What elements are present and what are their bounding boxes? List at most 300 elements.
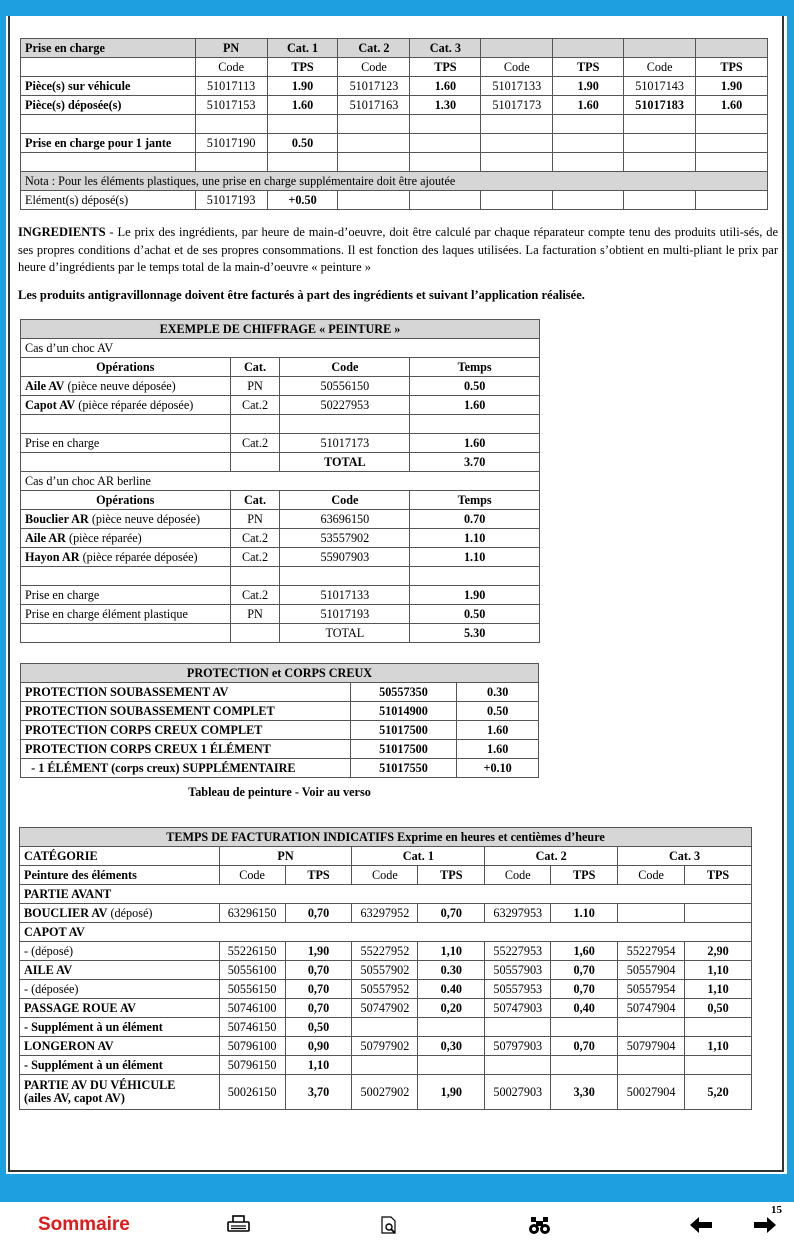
time-cell: 0.50 [457, 702, 539, 721]
table-row [21, 134, 768, 153]
case-title: Cas d’un choc AR berline [21, 472, 540, 491]
code-cell: 50027904 [618, 1075, 685, 1110]
table-subheader-row [21, 58, 768, 77]
operation-cell [21, 396, 231, 415]
operation-cell: Prise en charge [21, 586, 231, 605]
header-cell [553, 39, 624, 58]
operation-name: Hayon AR [25, 549, 80, 564]
table-row-empty [21, 567, 540, 586]
time-cell: 0.50 [410, 377, 540, 396]
code-cell: 51017133 [481, 77, 553, 96]
section-label: PARTIE AVANT [20, 885, 752, 904]
code-cell: 50027902 [352, 1075, 418, 1110]
row-label: PROTECTION SOUBASSEMENT AV [21, 683, 351, 702]
row-label-main: - (déposée) [24, 981, 79, 996]
total-value: 3.70 [410, 453, 540, 472]
tps-cell: 1.60 [696, 96, 768, 115]
tps-cell: 1,90 [285, 942, 352, 961]
row-label-main: AILE AV [24, 962, 73, 977]
time-cell: 0.70 [410, 510, 540, 529]
code-cell: 50746100 [219, 999, 285, 1018]
subheader-cell: TPS [418, 866, 485, 885]
operation-name: Capot AV [25, 397, 76, 412]
cat-cell: Cat.2 [230, 396, 280, 415]
code-cell: 51014900 [350, 702, 457, 721]
tps-cell: 1.90 [267, 77, 338, 96]
table-row-empty [21, 415, 540, 434]
find-page-icon[interactable] [378, 1214, 404, 1236]
category-header: Cat. 3 [618, 847, 752, 866]
subheader-cell: TPS [696, 58, 768, 77]
ingredients-paragraph [18, 224, 778, 277]
code-cell: 51017183 [624, 96, 696, 115]
code-cell [485, 1018, 551, 1037]
row-label-main: LONGERON AV [24, 1038, 114, 1053]
empty-cell [481, 115, 553, 134]
code-cell: 50227953 [280, 396, 410, 415]
tps-cell [551, 1018, 618, 1037]
table-title: TEMPS DE FACTURATION INDICATIFS Exprime en heures et centièmes d’heure [20, 828, 752, 847]
section-row [20, 923, 752, 942]
total-label: TOTAL [280, 453, 410, 472]
empty-cell [410, 134, 481, 153]
cat-cell: Cat.2 [230, 586, 280, 605]
category-header: Cat. 2 [485, 847, 618, 866]
code-cell: 63696150 [280, 510, 410, 529]
row-label-main: - Supplément à un élément [24, 1057, 163, 1072]
subheader-cell: Code [485, 866, 551, 885]
table-row [20, 1037, 752, 1056]
empty-cell [338, 115, 410, 134]
code-cell: 55907903 [280, 548, 410, 567]
table-row-empty [21, 153, 768, 172]
row-label [20, 1018, 220, 1037]
code-cell [618, 1018, 685, 1037]
time-cell: 0.50 [410, 605, 540, 624]
empty-cell [624, 134, 696, 153]
print-icon[interactable] [226, 1214, 252, 1236]
code-cell: 50556150 [219, 980, 285, 999]
code-cell: 63297953 [485, 904, 551, 923]
code-cell: 51017133 [280, 586, 410, 605]
empty-cell [410, 153, 481, 172]
tps-cell: 1.10 [551, 904, 618, 923]
operation-name: Aile AR [25, 530, 66, 545]
category-row [20, 847, 752, 866]
cat-cell: Cat.2 [230, 434, 280, 453]
tps-cell: 0,70 [285, 904, 352, 923]
table-caption: Tableau de peinture - Voir au verso [188, 785, 371, 799]
tps-cell [685, 1056, 752, 1075]
column-header: Opérations [21, 358, 231, 377]
code-cell: 51017173 [280, 434, 410, 453]
tps-cell: 1,10 [418, 942, 485, 961]
tps-cell: 0,90 [285, 1037, 352, 1056]
tps-cell: 1.60 [553, 96, 624, 115]
code-cell: 55227953 [485, 942, 551, 961]
empty-cell [481, 191, 553, 210]
code-cell: 51017190 [195, 134, 267, 153]
facturation-body [20, 885, 752, 1075]
subheader-cell: Code [338, 58, 410, 77]
empty-cell [624, 191, 696, 210]
chiffrage-peinture-table [20, 319, 540, 643]
operation-detail: (pièce réparée déposée) [79, 549, 198, 564]
operation-cell [21, 548, 231, 567]
tps-cell: 5,20 [685, 1075, 752, 1110]
code-cell: 50027903 [485, 1075, 551, 1110]
tps-cell: 0.30 [418, 961, 485, 980]
tps-cell: 0.50 [267, 134, 338, 153]
tps-cell: 0.40 [418, 980, 485, 999]
category-header: Cat. 1 [352, 847, 485, 866]
code-cell: 53557902 [280, 529, 410, 548]
empty-cell [481, 134, 553, 153]
tps-cell: 1.60 [267, 96, 338, 115]
operation-name: Aile AV [25, 378, 65, 393]
code-cell: 50557953 [485, 980, 551, 999]
operation-cell [21, 510, 231, 529]
code-cell [485, 1056, 551, 1075]
time-cell: 1.60 [457, 721, 539, 740]
tps-cell [551, 1056, 618, 1075]
total-label: TOTAL [280, 624, 410, 643]
code-cell: 51017163 [338, 96, 410, 115]
header-cell: Cat. 2 [338, 39, 410, 58]
table-row [21, 396, 540, 415]
subheader-cell: Code [618, 866, 685, 885]
empty-cell [267, 115, 338, 134]
tps-cell: 2,90 [685, 942, 752, 961]
tps-cell: 0,70 [551, 1037, 618, 1056]
subheader-cell: Code [624, 58, 696, 77]
bottom-frame-bar [0, 1174, 794, 1202]
subheader-cell: Code [352, 866, 418, 885]
code-cell: 51017153 [195, 96, 267, 115]
table-header-row [21, 39, 768, 58]
subheader-row [20, 866, 752, 885]
subheader-cell: Code [219, 866, 285, 885]
header-cell: Cat. 3 [410, 39, 481, 58]
page-number: 15 [771, 1204, 782, 1216]
time-cell: 1.10 [410, 529, 540, 548]
table-row [21, 683, 539, 702]
row-label: Pièce(s) sur véhicule [21, 77, 196, 96]
tps-cell: 0,70 [551, 961, 618, 980]
subheader-cell: Peinture des éléments [20, 866, 220, 885]
tps-cell: 0,30 [418, 1037, 485, 1056]
code-cell: 50746150 [219, 1018, 285, 1037]
cat-cell: Cat.2 [230, 548, 280, 567]
operation-cell [21, 529, 231, 548]
document-page [8, 16, 784, 1172]
tps-cell: 1,10 [685, 980, 752, 999]
code-cell: 50796150 [219, 1056, 285, 1075]
row-label-main: BOUCLIER AV [24, 905, 108, 920]
time-cell: 1.60 [410, 434, 540, 453]
right-frame-bar [787, 0, 794, 1202]
table-row [21, 721, 539, 740]
code-cell: 50747904 [618, 999, 685, 1018]
tps-cell [685, 1018, 752, 1037]
table-row [20, 999, 752, 1018]
table-row [21, 759, 539, 778]
tps-cell: 1.90 [553, 77, 624, 96]
row-label: PROTECTION CORPS CREUX 1 ÉLÉMENT [21, 740, 351, 759]
code-cell: 50797903 [485, 1037, 551, 1056]
left-frame-bar [0, 0, 6, 1202]
time-cell: 0.30 [457, 683, 539, 702]
code-cell: 51017193 [280, 605, 410, 624]
empty-cell [21, 115, 196, 134]
ingredients-text: - Le prix des ingrédients, par heure de main-d’oeuvre, doit être calculé par chaque réparateur compte tenu des produits utili-sés, de ses propres conditions d’achat et de ses propres consommations. Il est fonction des laques utilisées. La facturation s’obtient en multi-pliant le prix par heure d’ingrédients par le temps total de la main-d’oeuvre « peinture » [18, 225, 778, 274]
table-row [21, 434, 540, 453]
row-label: Pièce(s) déposée(s) [21, 96, 196, 115]
row-label-main: - Supplément à un élément [24, 1019, 163, 1034]
row-label [20, 942, 220, 961]
tps-cell: 1,90 [418, 1075, 485, 1110]
table-row [20, 980, 752, 999]
cat-cell: PN [230, 377, 280, 396]
column-header: Cat. [230, 358, 280, 377]
table-row [20, 1018, 752, 1037]
empty-cell [410, 191, 481, 210]
code-cell [618, 904, 685, 923]
table-row [21, 586, 540, 605]
subheader-cell: Code [481, 58, 553, 77]
table-row [21, 548, 540, 567]
category-label: CATÉGORIE [20, 847, 220, 866]
tps-cell: 1,60 [551, 942, 618, 961]
empty-cell [481, 153, 553, 172]
tps-cell: 0,70 [551, 980, 618, 999]
code-cell: 50556100 [219, 961, 285, 980]
subheader-cell: TPS [551, 866, 618, 885]
code-cell [618, 1056, 685, 1075]
column-header: Cat. [230, 491, 280, 510]
empty-cell [553, 153, 624, 172]
time-cell: 1.60 [410, 396, 540, 415]
prise-en-charge-table [20, 38, 768, 210]
code-cell: 51017193 [195, 191, 267, 210]
table-row [21, 740, 539, 759]
subheader-cell: TPS [410, 58, 481, 77]
code-cell: 51017550 [350, 759, 457, 778]
operation-detail: (pièce réparée) [65, 530, 142, 545]
code-cell: 51017113 [195, 77, 267, 96]
tps-cell [418, 1056, 485, 1075]
tps-cell: +0.50 [267, 191, 338, 210]
header-cell: Cat. 1 [267, 39, 338, 58]
empty-cell [696, 134, 768, 153]
row-label [20, 1075, 220, 1110]
row-label: Prise en charge pour 1 jante [21, 134, 196, 153]
row-label: PROTECTION SOUBASSEMENT COMPLET [21, 702, 351, 721]
table-row [20, 904, 752, 923]
tps-cell: 1.90 [696, 77, 768, 96]
code-cell: 51017143 [624, 77, 696, 96]
code-cell: 50557904 [618, 961, 685, 980]
code-cell: 50556150 [280, 377, 410, 396]
code-cell: 55227954 [618, 942, 685, 961]
nota-row [21, 172, 768, 191]
tps-cell: 0,70 [418, 904, 485, 923]
column-header: Opérations [21, 491, 231, 510]
header-cell: PN [195, 39, 267, 58]
code-cell: 50557902 [352, 961, 418, 980]
header-cell [696, 39, 768, 58]
code-cell: 50797904 [618, 1037, 685, 1056]
table-row [21, 529, 540, 548]
row-label-suffix: (déposé) [107, 905, 153, 920]
subheader-cell: TPS [553, 58, 624, 77]
empty-cell [553, 115, 624, 134]
row-label [20, 980, 220, 999]
row-label [20, 904, 220, 923]
top-frame-bar [0, 0, 794, 16]
time-cell: 1.90 [410, 586, 540, 605]
header-cell [481, 39, 553, 58]
table-row [20, 942, 752, 961]
empty-cell [195, 153, 267, 172]
row-label [20, 999, 220, 1018]
row-label: Elément(s) déposé(s) [21, 191, 196, 210]
subheader-cell [21, 58, 196, 77]
temps-facturation-table [19, 827, 752, 1110]
code-cell: 50557954 [618, 980, 685, 999]
protection-corps-creux-table [20, 663, 539, 778]
table-row [20, 1075, 752, 1110]
table-title: PROTECTION et CORPS CREUX [21, 664, 539, 683]
empty-cell [696, 115, 768, 134]
code-cell: 50747903 [485, 999, 551, 1018]
code-cell: 50557350 [350, 683, 457, 702]
operation-detail: (pièce réparée déposée) [75, 397, 194, 412]
tps-cell: 0,50 [685, 999, 752, 1018]
row-label: - 1 ÉLÉMENT (corps creux) SUPPLÉMENTAIRE [21, 759, 351, 778]
table-title: EXEMPLE DE CHIFFRAGE « PEINTURE » [21, 320, 540, 339]
table-row [21, 510, 540, 529]
arrow-left-icon[interactable] [688, 1214, 714, 1236]
code-cell: 50026150 [219, 1075, 285, 1110]
sommaire-link[interactable]: Sommaire [38, 1214, 130, 1235]
code-cell: 51017500 [350, 721, 457, 740]
code-cell: 51017123 [338, 77, 410, 96]
tps-cell: 0,70 [285, 980, 352, 999]
table-row [21, 191, 768, 210]
header-cell: Prise en charge [21, 39, 196, 58]
tps-cell: 0,70 [285, 961, 352, 980]
tps-cell: 0,20 [418, 999, 485, 1018]
tps-cell: 3,30 [551, 1075, 618, 1110]
tps-cell: 1.60 [410, 77, 481, 96]
tps-cell: 1,10 [685, 1037, 752, 1056]
operation-cell [21, 377, 231, 396]
operation-name: Bouclier AR [25, 511, 89, 526]
subheader-cell: Code [195, 58, 267, 77]
table-row [20, 1056, 752, 1075]
row-label-main: - (déposé) [24, 943, 74, 958]
column-header: Temps [410, 358, 540, 377]
subheader-cell: TPS [685, 866, 752, 885]
row-label: PROTECTION CORPS CREUX COMPLET [21, 721, 351, 740]
table-row-empty [21, 115, 768, 134]
tps-cell: 1.30 [410, 96, 481, 115]
empty-cell [338, 134, 410, 153]
time-cell: +0.10 [457, 759, 539, 778]
tps-cell: 0,70 [285, 999, 352, 1018]
code-cell: 63296150 [219, 904, 285, 923]
cat-cell: Cat.2 [230, 529, 280, 548]
tps-cell: 3,70 [285, 1075, 352, 1110]
operation-detail: (pièce neuve déposée) [88, 511, 201, 526]
tps-cell: 0,50 [285, 1018, 352, 1037]
tps-cell: 1,10 [285, 1056, 352, 1075]
row-label [20, 1037, 220, 1056]
operation-cell: Prise en charge élément plastique [21, 605, 231, 624]
table-row [21, 377, 540, 396]
time-cell: 1.10 [410, 548, 540, 567]
tps-cell [685, 904, 752, 923]
column-header: Code [280, 491, 410, 510]
code-cell [352, 1018, 418, 1037]
nota-text: Nota : Pour les éléments plastiques, une prise en charge supplémentaire doit être ajoutée [21, 172, 768, 191]
tps-cell: 0,40 [551, 999, 618, 1018]
tps-cell [418, 1018, 485, 1037]
code-cell: 63297952 [352, 904, 418, 923]
operation-detail: (pièce neuve déposée) [64, 378, 176, 393]
row-label-line: (ailes AV, capot AV) [24, 1091, 125, 1105]
column-header: Code [280, 358, 410, 377]
empty-cell [624, 115, 696, 134]
empty-cell [553, 134, 624, 153]
empty-cell [21, 153, 196, 172]
case-title: Cas d’un choc AV [21, 339, 540, 358]
empty-cell [338, 191, 410, 210]
antigravillonnage-note: Les produits antigravillonnage doivent être facturés à part des ingrédients et suivant l’application réalisée. [18, 288, 585, 302]
subheader-cell: TPS [267, 58, 338, 77]
cat-cell: PN [230, 510, 280, 529]
table-row [21, 605, 540, 624]
category-header: PN [219, 847, 352, 866]
row-label-main: PASSAGE ROUE AV [24, 1000, 136, 1015]
table-row [21, 77, 768, 96]
binoculars-icon[interactable] [527, 1214, 553, 1236]
total-row [21, 624, 540, 643]
arrow-right-icon[interactable] [752, 1214, 778, 1236]
row-label [20, 1056, 220, 1075]
code-cell [352, 1056, 418, 1075]
code-cell: 55227952 [352, 942, 418, 961]
code-cell: 50747902 [352, 999, 418, 1018]
code-cell: 55226150 [219, 942, 285, 961]
table-row [20, 961, 752, 980]
empty-cell [195, 115, 267, 134]
code-cell: 50557952 [352, 980, 418, 999]
table-row [21, 702, 539, 721]
row-label-line: PARTIE AV DU VÉHICULE [24, 1078, 176, 1092]
empty-cell [267, 153, 338, 172]
section-row [20, 885, 752, 904]
empty-cell [338, 153, 410, 172]
empty-cell [624, 153, 696, 172]
time-cell: 1.60 [457, 740, 539, 759]
header-cell [624, 39, 696, 58]
code-cell: 50797902 [352, 1037, 418, 1056]
code-cell: 50796100 [219, 1037, 285, 1056]
section-label: CAPOT AV [20, 923, 752, 942]
total-value: 5.30 [410, 624, 540, 643]
